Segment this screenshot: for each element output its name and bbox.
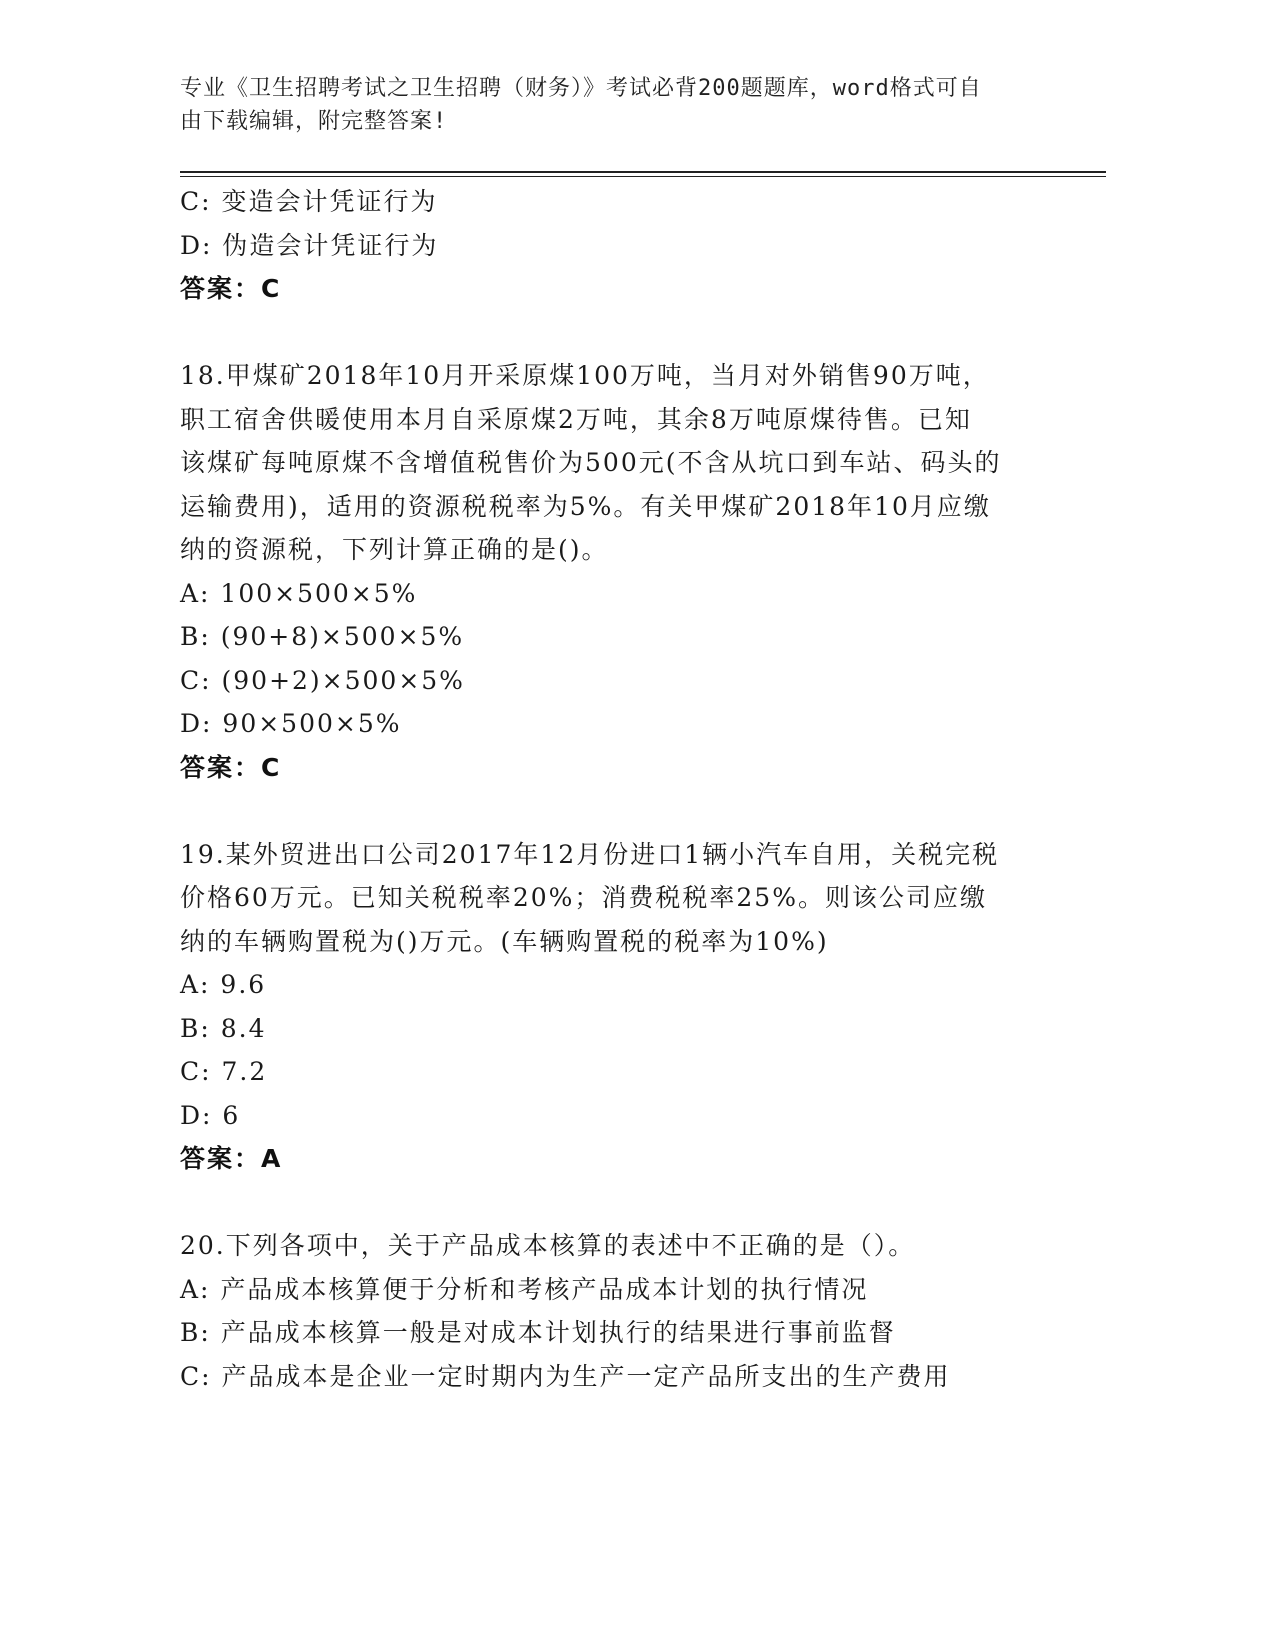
- question-20: [180, 1224, 1040, 1398]
- answer-label: 答案：A: [180, 1144, 283, 1173]
- question-stem-line: 纳的车辆购置税为()万元。(车辆购置税的税率为10%): [180, 926, 829, 956]
- question-stem-line: 19.某外贸进出口公司2017年12月份进口1辆小汽车自用，关税完税: [180, 839, 1000, 869]
- question-18: [180, 354, 1040, 789]
- option-a: A: 产品成本核算便于分析和考核产品成本计划的执行情况: [180, 1274, 869, 1304]
- header-title-line-2: 由下载编辑，附完整答案!: [180, 109, 448, 134]
- question-stem-line: 职工宿舍供暖使用本月自采原煤2万吨，其余8万吨原煤待售。已知: [180, 404, 972, 434]
- answer-label: 答案：C: [180, 274, 282, 303]
- answer-label: 答案：C: [180, 752, 282, 782]
- option-b: B: (90+8)×500×5%: [180, 622, 465, 651]
- spacer: [180, 311, 1040, 355]
- spacer: [180, 789, 1040, 833]
- spacer: [180, 1181, 1040, 1225]
- question-stem-line: 纳的资源税，下列计算正确的是()。: [180, 535, 609, 564]
- header-rule-thin: [180, 176, 1106, 177]
- document-header: [180, 72, 1040, 138]
- header-title-line-1: 专业《卫生招聘考试之卫生招聘（财务）》考试必背200题题库，word格式可自: [180, 76, 982, 101]
- option-b: B: 8.4: [180, 1013, 267, 1043]
- option-c: C: (90+2)×500×5%: [180, 665, 465, 695]
- question-stem-line: 20.下列各项中，关于产品成本核算的表述中不正确的是（）。: [180, 1231, 916, 1260]
- option-d: D: 90×500×5%: [180, 709, 402, 738]
- question-stem-line: 该煤矿每吨原煤不含增值税售价为500元(不含从坑口到车站、码头的: [180, 448, 1002, 477]
- question-19: [180, 833, 1040, 1181]
- question-list: [180, 180, 1040, 1398]
- option-a: A: 100×500×5%: [180, 578, 418, 608]
- question-stem-line: 价格60万元。已知关税税率20%；消费税税率25%。则该公司应缴: [180, 883, 987, 912]
- option-d: D: 伪造会计凭证行为: [180, 230, 439, 260]
- question-stem-line: 18.甲煤矿2018年10月开采原煤100万吨，当月对外销售90万吨，: [180, 361, 990, 390]
- question-17-tail: [180, 180, 1040, 311]
- header-rule-thick: [180, 171, 1106, 173]
- option-c: C: 7.2: [180, 1057, 268, 1086]
- option-a: A: 9.6: [180, 970, 267, 999]
- option-c: C: 变造会计凭证行为: [180, 187, 438, 216]
- option-c: C: 产品成本是企业一定时期内为生产一定产品所支出的生产费用: [180, 1361, 951, 1391]
- question-stem-line: 运输费用)，适用的资源税税率为5%。有关甲煤矿2018年10月应缴: [180, 491, 991, 521]
- option-d: D: 6: [180, 1100, 241, 1130]
- option-b: B: 产品成本核算一般是对成本计划执行的结果进行事前监督: [180, 1318, 896, 1347]
